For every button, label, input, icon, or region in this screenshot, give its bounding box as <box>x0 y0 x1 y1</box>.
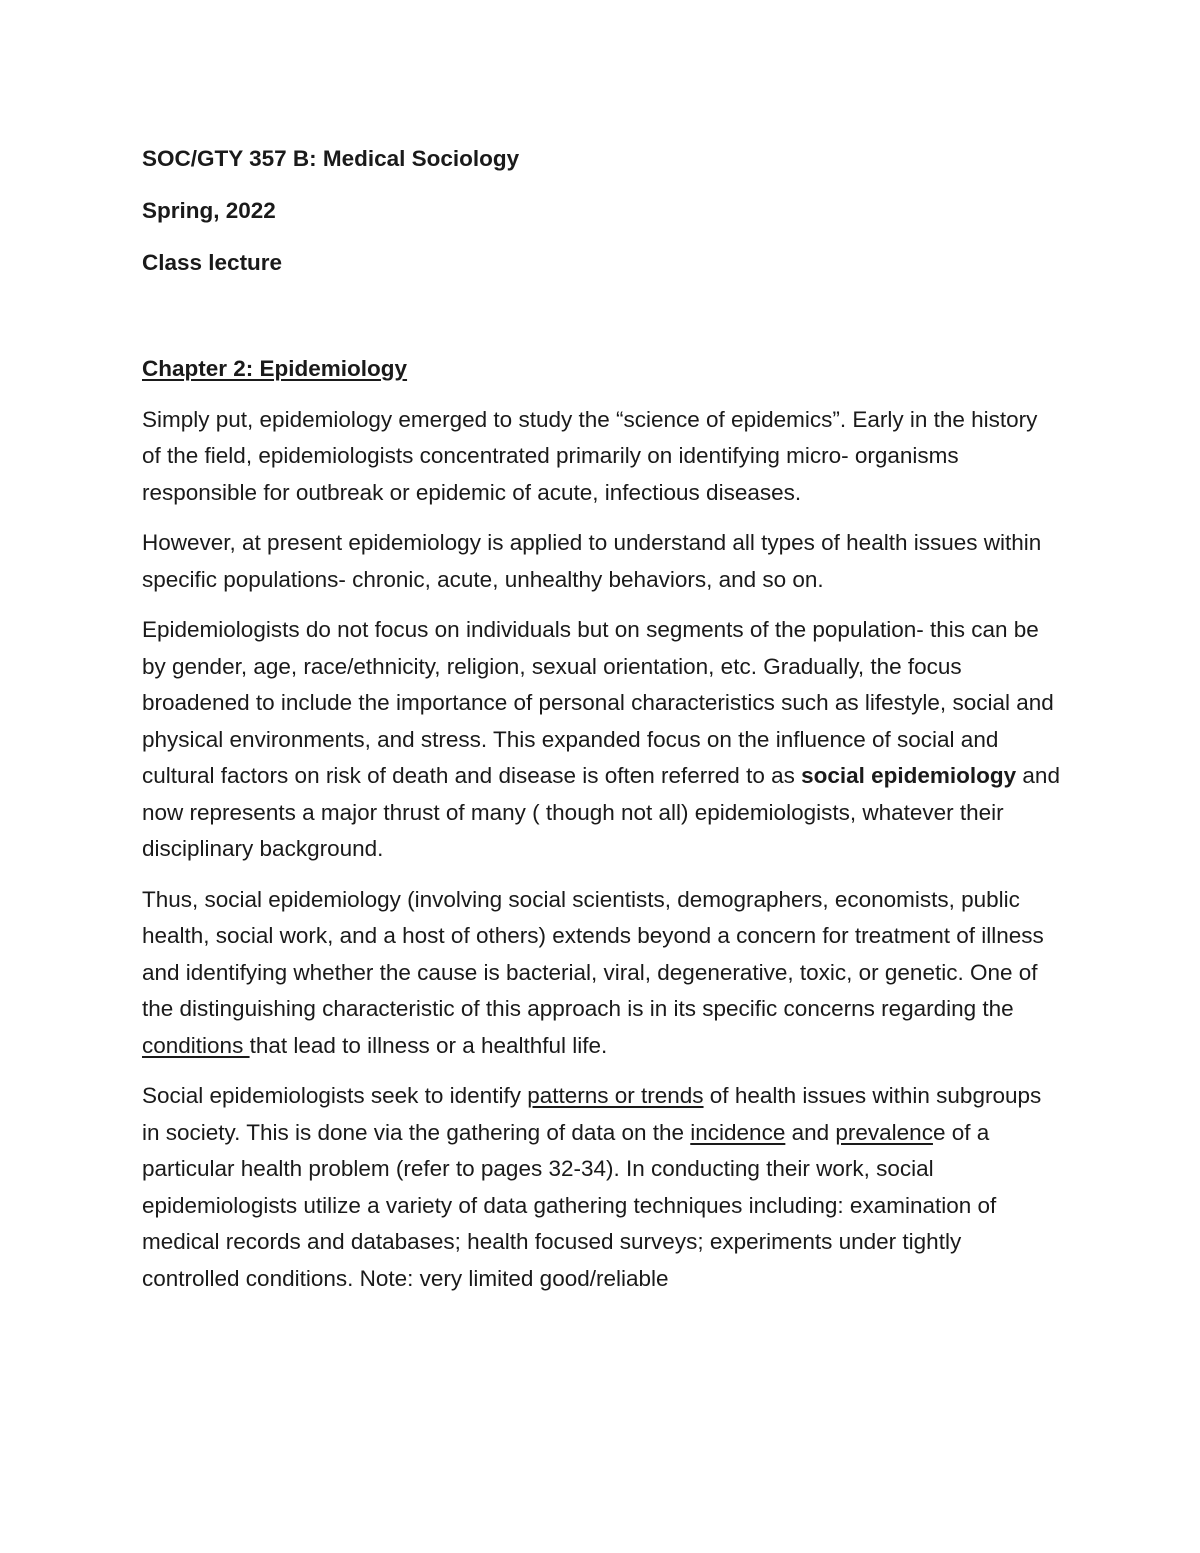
paragraph-thus <box>142 882 1062 1065</box>
paragraph-patterns <box>142 1078 1062 1297</box>
chapter-heading: Chapter 2: Epidemiology <box>142 356 408 381</box>
paragraph-segments-text-2: and now represents a major thrust of many ( though not all) epidemiologists, whatever their disciplinary background. <box>142 763 1060 861</box>
paragraph-thus-text-2: that lead to illness or a healthful life. <box>249 1032 608 1058</box>
paragraph-patterns-text-1: Social epidemiologists seek to identify <box>142 1083 528 1108</box>
document-body <box>142 141 1062 1311</box>
course-title: SOC/GTY 357 B: Medical Sociology <box>142 146 520 171</box>
document-type-label: Class lecture <box>142 250 283 275</box>
paragraph-thus-text-1: Thus, social epidemiology (involving social scientists, demographers, economists, public health, social work, and a host of others) extends beyond a concern for treatment of illness and identifying whether the cause is bacterial, viral, degenerative, toxic, or genetic. One of the distinguishing characteristic of this approach is in its specific concerns regarding the <box>142 886 1044 1021</box>
term-incidence: incidence <box>690 1119 786 1145</box>
term-patterns-or-trends: patterns or trends <box>527 1083 704 1108</box>
term-conditions: conditions <box>142 1032 250 1058</box>
paragraph-segments-text-1: Epidemiologists do not focus on individuals but on segments of the population- this can be by gender, age, race/ethnicity, religion, sexual orientation, etc. Gradually, the focus broadened to include the importance of personal characteristics such as lifestyle, social and physical environments, and stress. This expanded focus on the influence of social and cultural factors on risk of death and disease is often referred to as <box>142 617 1054 788</box>
paragraph-patterns-text-3: and <box>785 1119 836 1145</box>
term-label: Spring, 2022 <box>142 198 276 223</box>
paragraph-patterns-text-2: of health issues within subgroups in society. This is done via the gathering of data on the <box>142 1083 1042 1145</box>
paragraph-segments <box>142 612 1062 868</box>
term-prevalence: prevalenc <box>835 1119 933 1145</box>
paragraph-patterns-text-4: e of a particular health problem (refer to pages 32-34). In conducting their work, social epidemiologists utilize a variety of data gathering techniques including: examination of medical records and databases; health focused surveys; experiments under tightly controlled conditions. Note: very limited good/reliable <box>142 1119 997 1291</box>
term-social-epidemiology: social epidemiology <box>801 763 1017 788</box>
paragraph-present-use: However, at present epidemiology is applied to understand all types of health issues within specific populations- chronic, acute, unhealthy behaviors, and so on. <box>142 530 1042 592</box>
paragraph-intro: Simply put, epidemiology emerged to study the “science of epidemics”. Early in the history of the field, epidemiologists concentrated primarily on identifying micro- organisms responsible for outbreak or epidemic of acute, infectious diseases. <box>142 406 1038 505</box>
